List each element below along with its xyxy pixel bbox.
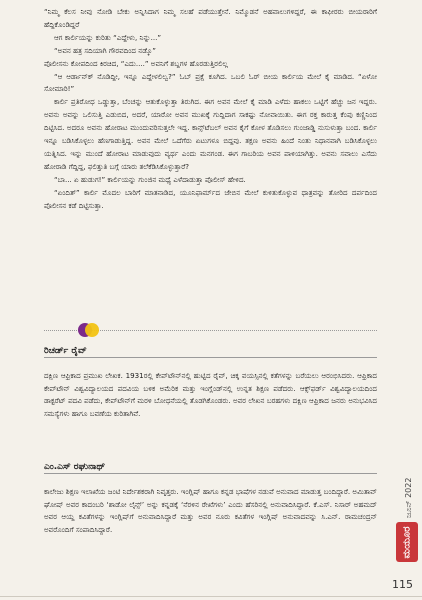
section-divider <box>44 322 377 338</box>
author-bio-text: ದಕ್ಷಿಣ ಆಫ್ರಿಕಾದ ಪ್ರಮುಖ ಲೇಖಕ. 1931ರಲ್ಲಿ ಕೇಪ್‌ಟೌನ್‌ನಲ್ಲಿ ಹುಟ್ಟಿದ ರೈವ್, ಚಿಕ್ಕ ವಯಸ್ಸಿನಲ್ಲಿ ಕತೆಗಳನ್ನು ಬರೆಯಲು ಆರಂಭಿಸಿದರು. ಆಫ್ರಿಕಾದ ಕೇಪ್‌ಟೌನ್ ವಿಶ್ವವಿದ್ಯಾಲಯದ ಪದವಿಯ ಬಳಿಕ ಅಮೆರಿಕ ಮತ್ತು ಇಂಗ್ಲೆಂಡ್‌ನಲ್ಲಿ ಉನ್ನತ ಶಿಕ್ಷಣ ಪಡೆದರು. ಆಕ್ಸ್‌ಫರ್ಡ್ ವಿಶ್ವವಿದ್ಯಾಲಯದಿಂದ ಡಾಕ್ಟರೆಟ್ ಪದವಿ ಪಡೆದು, ಕೇಪ್‌ಟೌನ್‌ಗೆ ಮರಳಿ ಬೋಧನೆಯಲ್ಲಿ ತೊಡಗಿಕೊಂಡರು. ಅವರ ಲೇಖನ ಬರಹಗಳು ದಕ್ಷಿಣ ಆಫ್ರಿಕಾದ ಜನರು ಅನುಭವಿಸಿದ ಸಮಸ್ಯೆಗಳು ಹಾಗೂ ಬವಣೆಯ ಕುರಿತಾಗಿವೆ. <box>44 371 377 418</box>
story-paragraph: “ನಿಮ್ಮ ಕೆಲಸ ನೀವು ನೋಡಿ ಬೇಕು ಅನ್ನಿಸಿದಾಗ ನಿಮ್ಮ ಸಲಹೆ ಪಡೆಯುತ್ತೇನೆ. ನಿಮ್ಮೊಡನೆ ಅಹವಾಲುಗಳಿದ್ದರೆ, ಈ ಕಾಫೀರರು ಬೀಯರಾರಿಗೆ ಹೆದ್ದಿಕೊಂಡಿದ್ದರೆ <box>44 7 377 29</box>
story-paragraph: ಕಾರ್ಲಿ ಪ್ರತಿರೋಧ ಒಡ್ಡುತ್ತಾ, ಬೆಂಚನ್ನು ಆತುಕೊಳ್ಳುತ್ತಾ ತಿರುಗಿದ. ಈಗ ಅವನ ಮೇಲೆ ಕೈ ಮಾಡಿ ಎಳೆದು ಹಾಕಲು ಒಟ್ಟಿಗೆ ಹೆಚ್ಚು ಜನ ಇದ್ದರು. ಅವನು ಅವನ್ನು ಒಲಿಸುತ್ತಿ ಎಡುಬಿದ, ಅದರೆ, ಯಾರೋ ಅವನ ಮುಖಕ್ಕೆ ಗುದ್ದಿದಾಗ ಸಾಕಷ್ಟು ನೋವಾಯಿತು. ಈಗ ರಕ್ತ ಕಾರುತ್ತ ಕೆಂಪು ಕಣ್ಣಿನಿಂದ ದಿಟ್ಟಿಸಿದ. ಅದರೂ ಅವನು ಹೋರಾಟ ಮುಂದುವರಿಸುತ್ತಲೇ ಇದ್ದ. ಕಾನ್ಸ್‌ಟೆಬಲ್ ಅವನ ಕೈಗೆ ಕೋಳ ತೊಡಿಸಲು ಗುಂಜಾಡ್ಡಿ ನುಸುಳುತ್ತಾ ಬಂದ. ಕಾರ್ಲಿ ಇನ್ನೂ ಬಡಿಸಿಕೊಳ್ಳಲು ಹೆಣಗಾಡುತ್ತಿದ್ದ. ಅವನ ಮೇಲೆ ಒದೆಗೆರು ಏಟುಗಳೂ ಬಿದ್ದವು. ತಕ್ಷಣ ಅವನು ಹಿಂದೆ ನಿಂತು ನಿಧಾನವಾಗಿ ಬಡಿಸಿಕೊಳ್ಳಲು ಯತ್ನಿಸಿದ. ಇನ್ನು ಮುಂದೆ ಹೋರಾಟ ಮಾಡುವುದು ವ್ಯರ್ಥ ಎಂದು ಮನಗಂಡ. ಈಗ ಗಾಬರಿಯ ಅವನ ಪಾಳಿಯಾಗಿತ್ತು. ಅವನು ಸವಾಲು ಎಸೆದು ಹೋರಾಡಿ ಗೆದ್ದಿದ್ದ, ಫಲಿತ್ತುತಿ ಬಗ್ಗೆ ಯಾರು ತಲೆಕೆಡಿಸಿಕೊಳ್ಳುತ್ತಾರೆ? <box>44 97 377 171</box>
bio-header <box>44 344 377 364</box>
header-rule <box>44 473 377 474</box>
translator-name: ಎಂ.ಎಸ್ ರಘುನಾಥ್ <box>44 462 111 472</box>
author-name: ರಿಚರ್ಡ್ ರೈವ್ <box>44 346 93 356</box>
page-bottom-rule <box>0 596 422 597</box>
story-paragraph: “ಅವನ ಹತ್ರ ಸದಿಯಾಗಿ ಗೌರವದಿಂದ ನಡ್ಕೊ” <box>54 45 156 55</box>
story-paragraph: “ಆ ಆರ್ಡಾನ್‌ಕ್ ನೊಡಿದ್ದೀ, ಇನ್ನೂ ಎದ್ದೇಳಲಿಲ್ವ?” ಓಬ್ ಪ್ರಕ್ಷೆ ಕೂಗಿದ. ಒಬಲಿ ಓರ್ ಬೀಯ ಕಾರ್ಲಿಯ ಮೇಲೆ ಕೈ ಮಾಡಿದ. “ಏಳೋ ಸೋಮಾರಿ!” <box>44 71 377 94</box>
story-paragraph: “ಏಂದಿತ್” ಕಾರ್ಲಿ ಮೊದಲ ಬಾರಿಗೆ ಮಾತನಾಡಿದ, ಯೂನಿಫಾರ್ಮ್‌ದ ಜೇಬಿನ ಮೇಲೆ ಕುಳಿತುಕೊಳ್ಳುವ ಧಾತ್ರವನ್ನು ತೋರಿದ ದರ್ಪದಿಂದ ಪೊಲೀಸನ ಕಡೆ ದಿಟ್ಟಿಸುತ್ತಾ. <box>44 187 377 210</box>
magazine-logo-text: ಮಯೂರ <box>401 526 413 558</box>
page-number: 115 <box>392 578 413 591</box>
header-rule <box>44 357 377 358</box>
translator-bio-text: ಕಾಲೇಜು ಶಿಕ್ಷಣ ಇಲಾಖೆಯ ಜಂಟಿ ನಿರ್ದೇಶಕರಾಗಿ ನಿವೃತ್ತರು. ಇಂಗ್ಲಿಷ್ ಹಾಗೂ ಕನ್ನಡ ಭಾಷೆಗಳ ನಡುವೆ ಅನುವಾದ ಮಾಡುತ್ತ ಬಂದಿದ್ದಾರೆ. ಅಮಿತಾವ್ ಘೋಷ್ ಅವರ ಕಾದಂಬರಿ ‘ಶಾಡೋ ಲೈನ್ಸ್’ ಅನ್ನು ಕನ್ನಡಕ್ಕೆ ‘ನೆರಳಿನ ರೇಖೆಗಳು’ ಎಂದು ಹೆಸರಿನಲ್ಲಿ ಅನುವಾದಿಸಿದ್ದಾರೆ. ಕೆ.ಎಸ್. ನಿಸಾರ್ ಅಹಮದ್ ಅವರ ಆಯ್ದ ಕವಿತೆಗಳನ್ನು ಇಂಗ್ಲಿಷ್‌ಗೆ ಅನುವಾದಿಸಿದ್ದಾರೆ ಮತ್ತು ಅವರ ನೂರು ಕವಿತೆಗಳ ಇಂಗ್ಲಿಷ್ ಅನುವಾದವನ್ನು ಸಿ.ಎನ್. ರಾಮಚಂದ್ರನ್ ಅವರೊಂದಿಗೆ ಸಂಪಾದಿಸಿದ್ದಾರೆ. <box>44 487 377 534</box>
author-bio <box>44 344 377 420</box>
story-paragraph: ಪೊಲೀಸನು ಕೋಪದಿಂದ ಕಿರಚಿದ, “ಎದು....” ಅವನಿಗೆ ಶಬ್ದಗಳ ಹೊರಡುತ್ತಿರಲಿಲ್ಲ <box>44 58 228 68</box>
story-paragraph: ಆಗ ಕಾರ್ಲಿಯನ್ನು ಕುರಿತು “ಎದ್ದೇಳು, ನಿನ್ನು...” <box>54 32 162 42</box>
yellow-circle-icon <box>85 323 99 337</box>
issue-date-text: ಜೂನ್ 2022 <box>404 477 413 518</box>
story-text <box>44 6 377 213</box>
story-paragraph: “ಬಾ... ಏ ಹುಡುಗ!” ಕಾರ್ಲಿಯನ್ನು ಗುಂಜಿನ ಮಧ್ಯೆ ಎಳೆದಾಡುತ್ತಾ ಪೊಲೀಸ್ ಹೇಳಿದ. <box>54 174 246 184</box>
translator-bio <box>44 460 377 536</box>
magazine-logo <box>396 522 418 562</box>
bio-header <box>44 460 377 480</box>
magazine-logo-badge <box>396 522 418 562</box>
issue-date <box>404 466 416 518</box>
